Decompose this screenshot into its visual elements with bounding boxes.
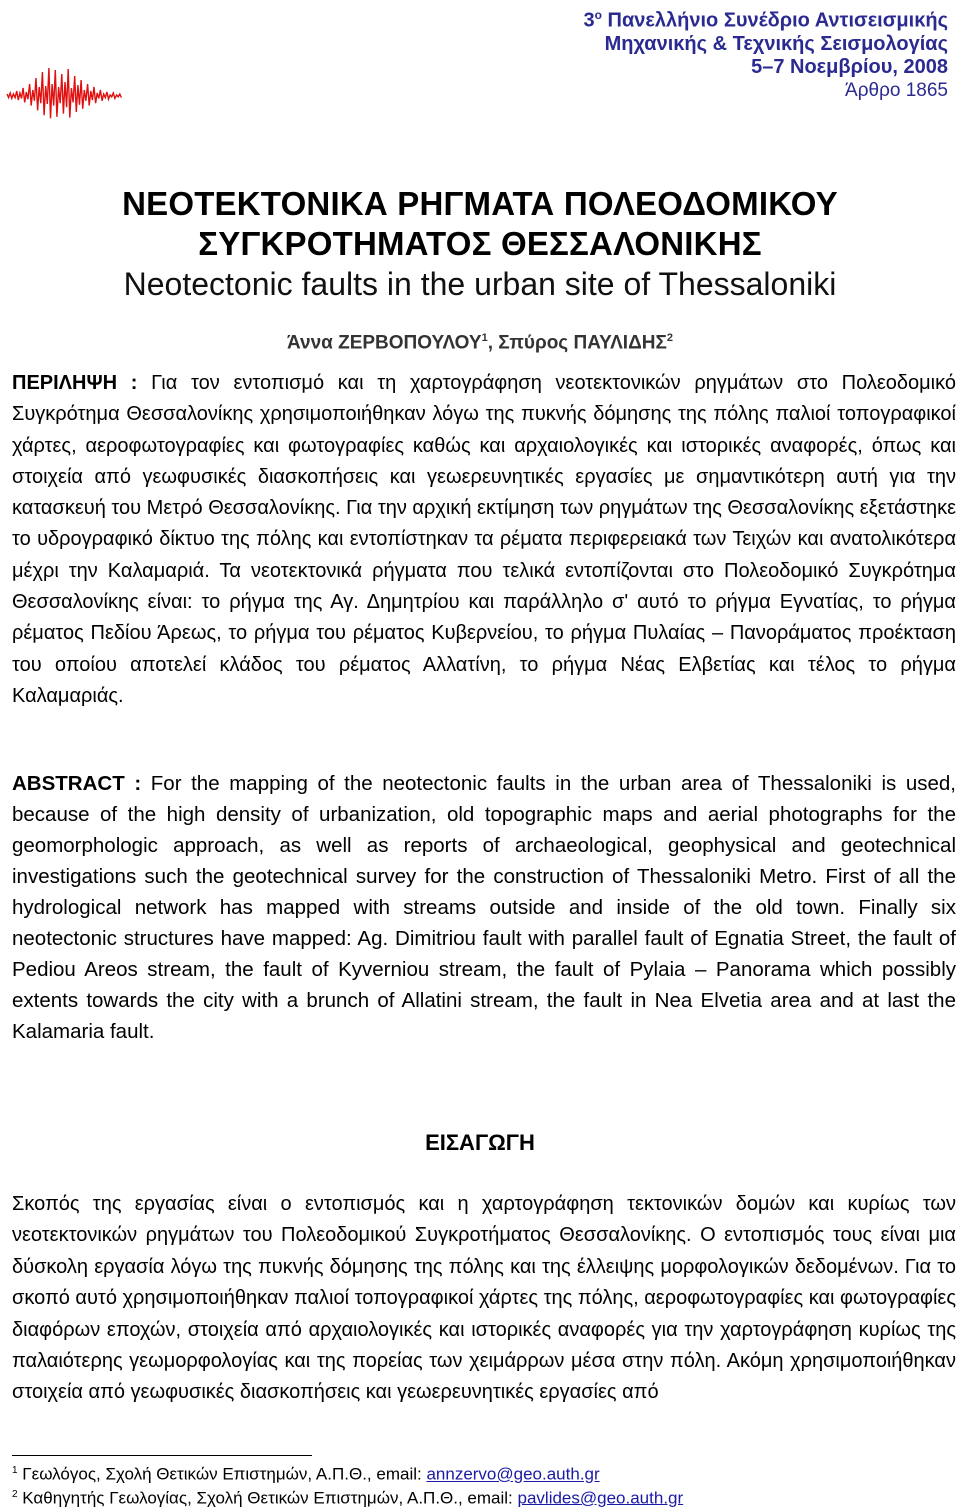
author-1-affiliation-mark: 1 xyxy=(481,332,488,344)
conference-number: 3 xyxy=(583,9,595,32)
introduction-paragraph: Σκοπός της εργασίας είναι ο εντοπισμός και η χαρτογράφηση τεκτονικών δομών και κυρίως των νεοτεκτονικών ρηγμάτων του Πολεοδομικού Συγκροτήματος Θεσσαλονίκης. Ο εντοπισμός τους είναι μια δύσκολη εργασία λόγω της πυκνής δόμησης της πόλης και της έλλειψης μορφολογικών δεδομένων. Για το σκοπό αυτό χρησιμοποιήθηκαν παλιοί τοπογραφικοί χάρτες της πόλης, αεροφωτογραφίες και φωτογραφίες διαφόρων εποχών, στοιχεία από αρχαιολογικές και ιστορικές αναφορές για την χαρτογράφηση κυρίως της παλαιότερης γεωμορφολογίας και της πορείας των χειμάρρων μέσα στην πόλη. Ακόμη χρησιμοποιήθηκαν στοιχεία από γεωφυσικές διασκοπήσεις και γεωερευνητικές εργασίες από xyxy=(12,1193,956,1404)
seismograph-trace xyxy=(7,68,121,118)
conference-header xyxy=(584,4,948,102)
author-2-affiliation-mark: 2 xyxy=(666,332,673,344)
footnotes xyxy=(12,1461,683,1508)
english-abstract-label: ABSTRACT : xyxy=(12,772,142,795)
greek-abstract xyxy=(12,368,956,712)
greek-abstract-label: ΠΕΡΙΛΗΨΗ : xyxy=(12,372,138,394)
footnote-separator xyxy=(12,1455,312,1456)
footnote-1 xyxy=(12,1461,683,1485)
footnote-2 xyxy=(12,1485,683,1509)
greek-abstract-text: Για τον εντοπισμό και τη χαρτογράφηση νεοτεκτονικών ρηγμάτων στο Πολεοδομικό Συγκρότημα Θεσσαλονίκης χρησιμοποιήθηκαν λόγω της πυκνής δόμησης της πόλης παλιοί τοπογραφικοί χάρτες, αεροφωτογραφίες και φωτογραφίες καθώς και αρχαιολογικές και ιστορικές αναφορές, όπως και στοιχεία από γεωφυσικές διασκοπήσεις και γεωερευνητικές εργασίες με σημαντικότερη αυτή για την κατασκευή του Μετρό Θεσσαλονίκης. Για την αρχική εκτίμηση των ρηγμάτων της Θεσσαλονίκης εξετάστηκε το υδρογραφικό δίκτυο της πόλης και εντοπίστηκαν τα ρέματα περιφερειακά των Τειχών και ανατολικότερα μέχρι την Καλαμαριά. Τα νεοτεκτονικά ρήγματα που τελικά εντοπίζονται στο Πολεοδομικό Συγκρότημα Θεσσαλονίκης είναι: το ρήγμα της Αγ. Δημητρίου και παράλληλο σ' αυτό το ρήγμα Εγνατίας, το ρήγμα ρέματος Πεδίου Άρεως, το ρήγμα του ρέματος Κυβερνείου, το ρήγμα Πυλαίας – Πανοράματος προέκταση του οποίου αποτελεί κλάδος του ρέματος Αλλατίνη, το ρήγμα Νέας Ελβετίας και τέλος το ρήγμα Καλαμαριάς. xyxy=(12,372,956,707)
greek-title-line-1: ΝΕΟΤΕΚΤΟΝΙΚΑ ΡΗΓΜΑΤΑ ΠΟΛΕΟΔΟΜΙΚΟΥ xyxy=(122,185,838,222)
author-1: Άννα ΖΕΡΒΟΠΟΥΛΟΥ xyxy=(287,332,482,354)
footnote-2-number: 2 xyxy=(12,1488,18,1500)
footnote-2-email-link[interactable]: pavlides@geo.auth.gr xyxy=(517,1488,684,1508)
article-number: Άρθρο 1865 xyxy=(845,79,948,101)
seismograph-logo-icon xyxy=(6,64,122,124)
conference-line-1 xyxy=(584,4,948,33)
english-abstract xyxy=(12,768,956,1047)
english-title: Neotectonic faults in the urban site of Thessaloniki xyxy=(123,266,837,302)
conference-line-2: Μηχανικής & Τεχνικής Σεισμολογίας xyxy=(604,32,948,55)
footnote-2-text: Καθηγητής Γεωλογίας, Σχολή Θετικών Επιστημών, Α.Π.Θ., email: xyxy=(17,1488,518,1508)
title-block xyxy=(0,184,960,354)
author-separator: , xyxy=(487,332,499,354)
conference-name-part1: Πανελλήνιο Συνέδριο Αντισεισμικής xyxy=(602,9,948,32)
conference-dates: 5–7 Νοεμβρίου, 2008 xyxy=(751,55,948,78)
section-heading-introduction: ΕΙΣΑΓΩΓΗ xyxy=(425,1130,535,1155)
conference-number-sup: ο xyxy=(594,8,602,22)
author-2: Σπύρος ΠΑΥΛΙΔΗΣ xyxy=(498,332,667,354)
footnote-1-number: 1 xyxy=(12,1465,18,1476)
footnote-1-email-link[interactable]: annzervo@geo.auth.gr xyxy=(426,1464,600,1484)
greek-title-line-2: ΣΥΓΚΡΟΤΗΜΑΤΟΣ ΘΕΣΣΑΛΟΝΙΚΗΣ xyxy=(198,225,762,262)
authors-line xyxy=(0,332,960,354)
footnote-1-text: Γεωλόγος, Σχολή Θετικών Επιστημών, Α.Π.Θ., email: xyxy=(17,1464,427,1484)
english-abstract-text: For the mapping of the neotectonic faults in the urban area of Thessaloniki is used, because of the high density of urbanization, old topographic maps and aerial photographs for the geomorphologic approach, as well as reports of archaeological, geophysical and geotechnical investigations such the geotechnical survey for the construction of Thessaloniki Metro. First of all the hydrological network has mapped with streams outside and inside of the old town. Finally six neotectonic structures have mapped: Ag. Dimitriou fault with parallel fault of Egnatia Street, the fault of Pediou Areos stream, the fault of Kyverniou stream, the fault of Pylaia – Panorama which possibly extents towards the city with a brunch of Allatini stream, the fault in Nea Elvetia area and at last the Kalamaria fault. xyxy=(12,772,956,1043)
